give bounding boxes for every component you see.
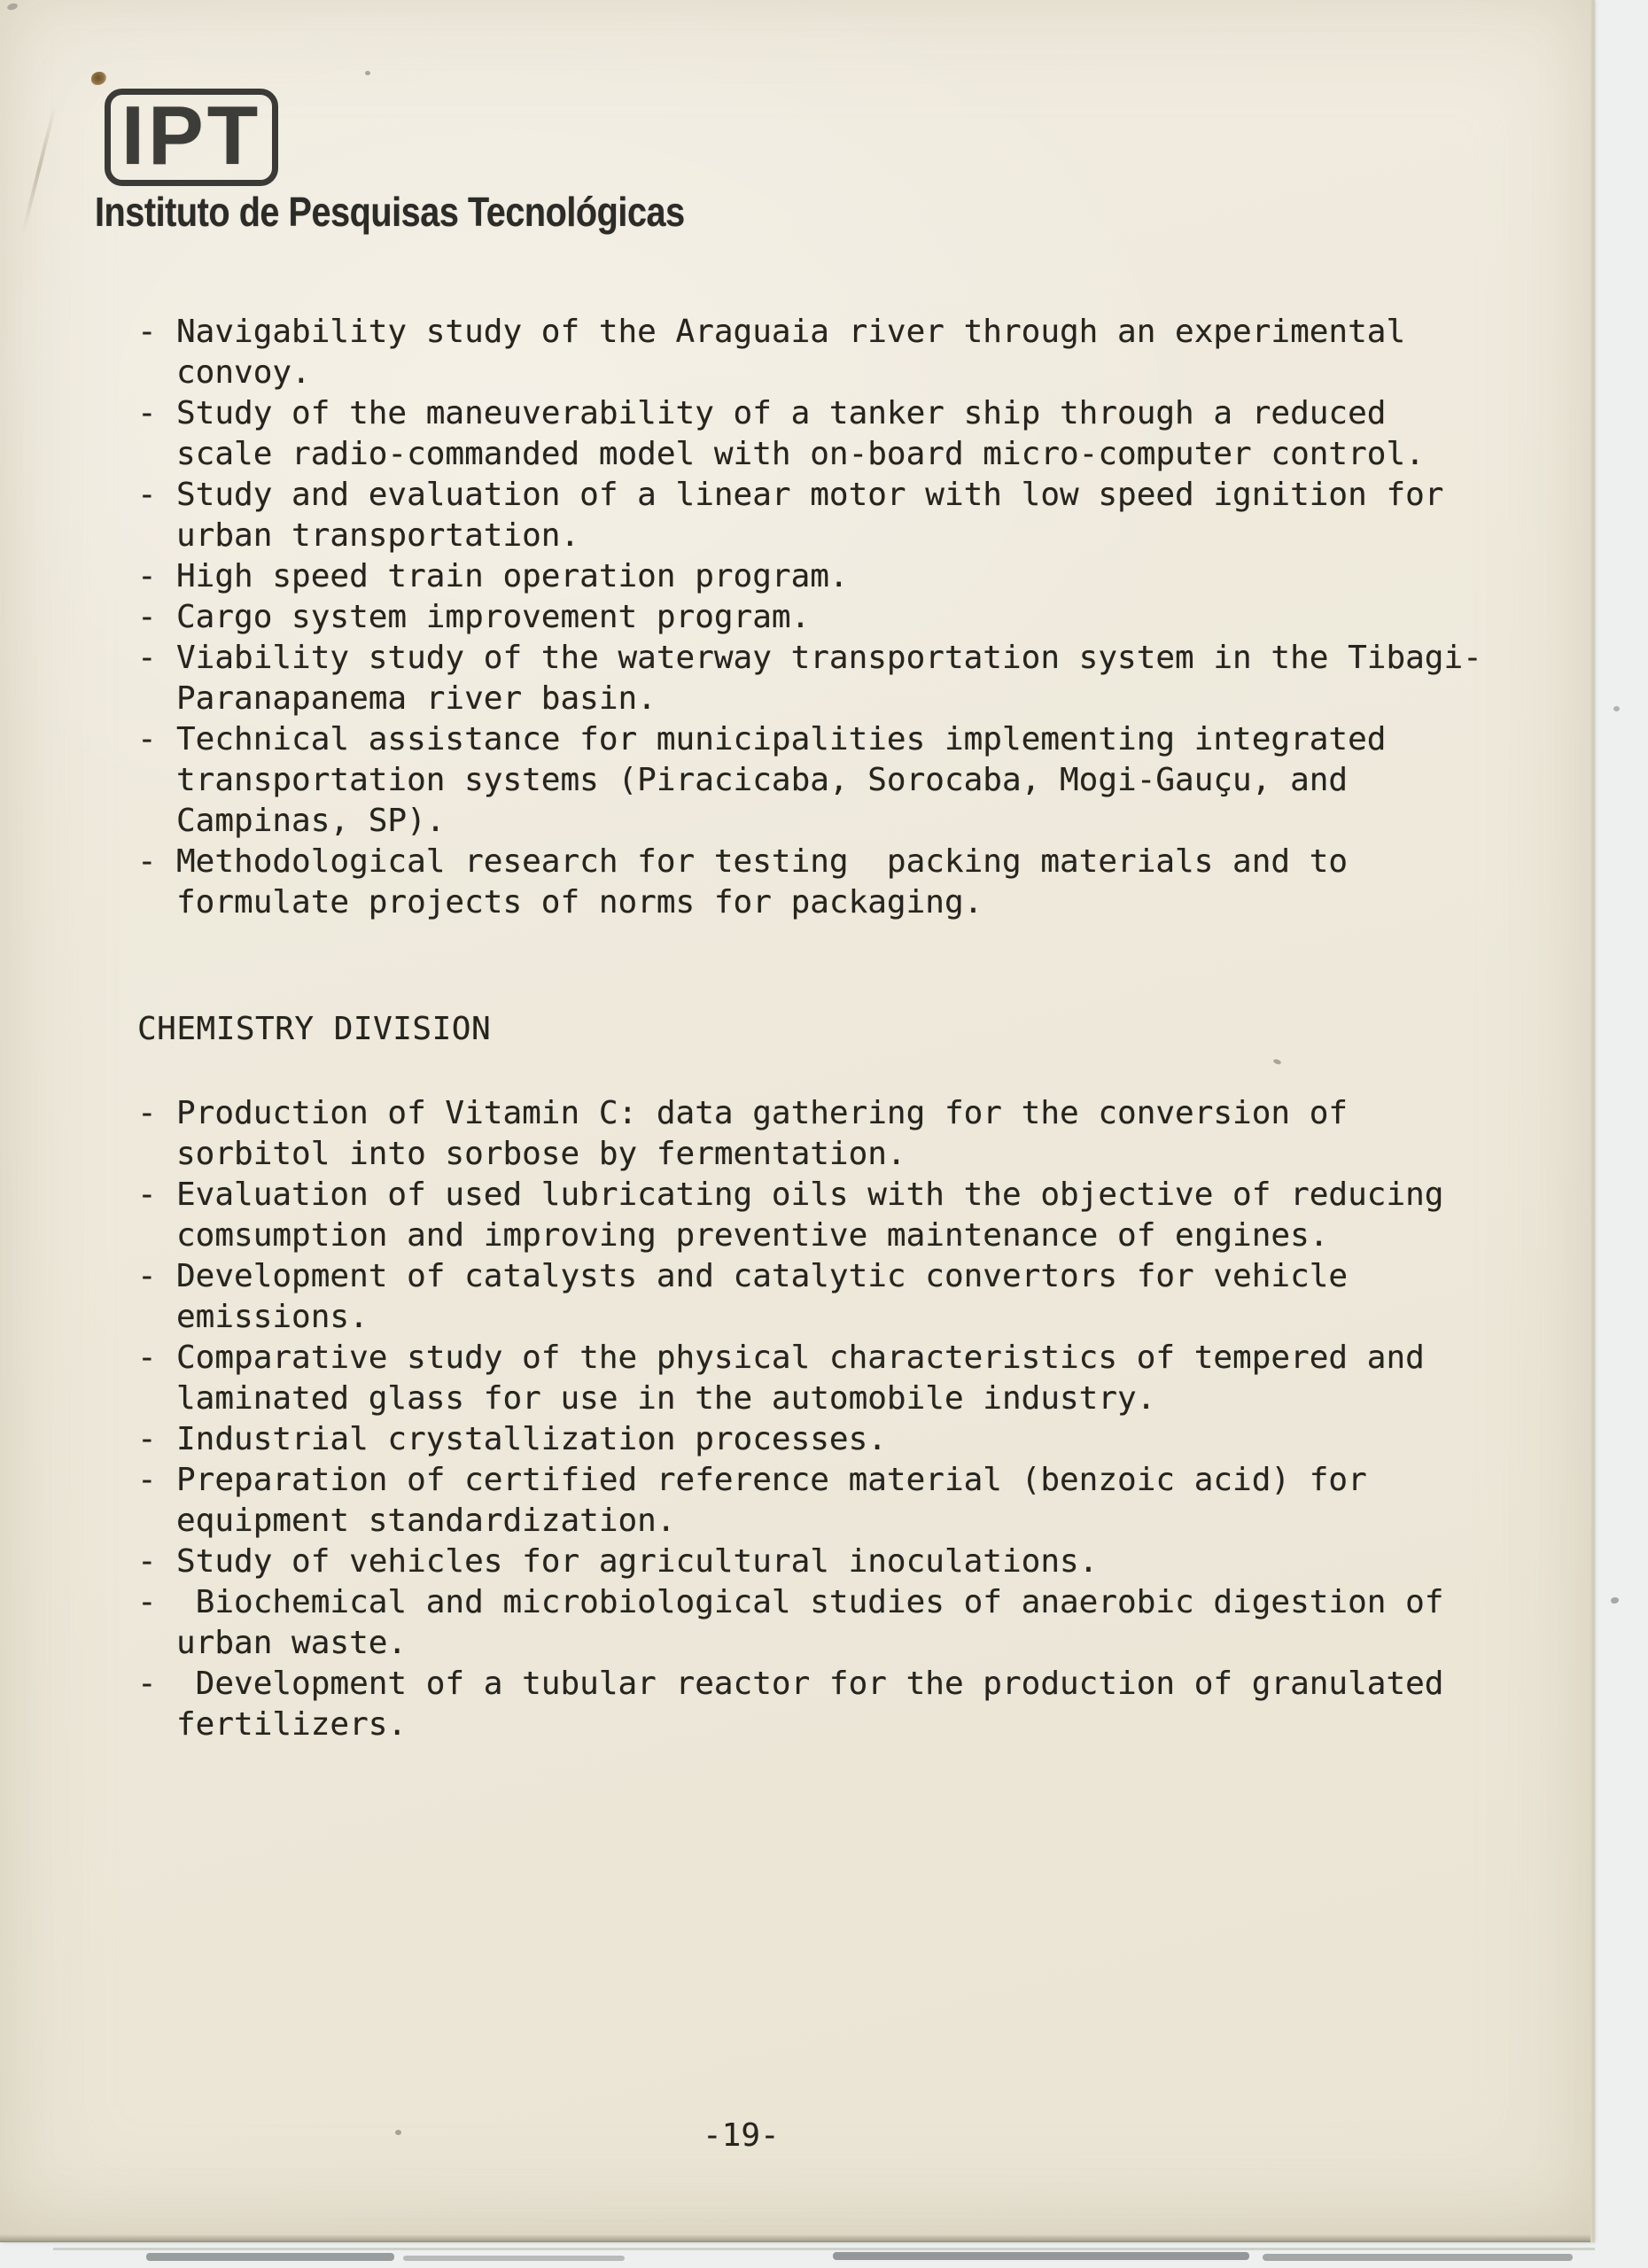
- bullet-dash: -: [137, 1543, 157, 1580]
- page-edge-fragment: [833, 2252, 1249, 2260]
- text-line: emissions.: [176, 1299, 369, 1335]
- document-body: [137, 312, 1502, 1745]
- page-edge-fragment: [403, 2256, 625, 2261]
- list-item-text: [176, 1338, 1502, 1419]
- text-line: High speed train operation program.: [176, 558, 849, 594]
- bullet-dash: -: [137, 1421, 157, 1457]
- bullet-dash: -: [137, 1340, 157, 1376]
- list-item: [137, 312, 1502, 393]
- paper-speck: [395, 2130, 401, 2135]
- text-line: Technical assistance for municipalities implementing integrated: [176, 721, 1387, 757]
- list-item: [137, 1664, 1502, 1745]
- bullet-dash: -: [137, 395, 157, 431]
- list-item: [137, 1175, 1502, 1256]
- text-line: equipment standardization.: [176, 1503, 676, 1539]
- list-item: [137, 1542, 1502, 1582]
- list-item: [137, 597, 1502, 638]
- bullet-dash: -: [137, 1584, 157, 1620]
- list-item: [137, 1419, 1502, 1460]
- bullet-dash: -: [137, 477, 157, 513]
- text-line: urban transportation.: [176, 517, 580, 554]
- scanner-speck: [1613, 706, 1620, 711]
- page-number: -19-: [703, 2117, 780, 2154]
- paper-speck: [365, 71, 370, 75]
- text-line: fertilizers.: [176, 1706, 408, 1743]
- list-item-text: [176, 393, 1502, 475]
- text-line: transportation systems (Piracicaba, Sorocaba, Mogi-Gauçu, and: [176, 762, 1349, 798]
- bullet-dash: -: [137, 1258, 157, 1294]
- text-line: Navigability study of the Araguaia river through an experimental: [176, 314, 1406, 350]
- list-item: [137, 842, 1502, 923]
- list-item: [137, 719, 1502, 842]
- text-line: Cargo system improvement program.: [176, 599, 811, 635]
- text-line: scale radio-commanded model with on-board micro-computer control.: [176, 436, 1425, 472]
- bullet-dash: -: [137, 640, 157, 676]
- list-item: [137, 1338, 1502, 1419]
- list-item-text: [176, 1093, 1502, 1175]
- text-line: Comparative study of the physical characteristics of tempered and: [176, 1340, 1425, 1376]
- paper-crease: [21, 105, 57, 235]
- text-line: Production of Vitamin C: data gathering for the conversion of: [176, 1095, 1349, 1131]
- list-item-text: [176, 1664, 1502, 1745]
- bullet-dash: -: [137, 1177, 157, 1213]
- bullet-dash: -: [137, 558, 157, 594]
- bullet-dash: -: [137, 599, 157, 635]
- paper-stain: [91, 72, 106, 85]
- text-line: Paranapanema river basin.: [176, 680, 657, 717]
- list-item-text: [176, 638, 1502, 719]
- ipt-logo-text: IPT: [120, 89, 262, 182]
- list-item-text: [176, 719, 1502, 842]
- text-line: Industrial crystallization processes.: [176, 1421, 887, 1457]
- text-line: Biochemical and microbiological studies of anaerobic digestion of: [176, 1584, 1444, 1620]
- list-item-text: [176, 842, 1502, 923]
- list-item: [137, 1460, 1502, 1542]
- text-line: Development of a tubular reactor for the production of granulated: [176, 1666, 1444, 1702]
- bullet-dash: -: [137, 1666, 157, 1702]
- text-line: Study and evaluation of a linear motor with low speed ignition for: [176, 477, 1444, 513]
- bullet-dash: -: [137, 1095, 157, 1131]
- bullet-dash: -: [137, 1462, 157, 1498]
- list-item: [137, 638, 1502, 719]
- section-transportation-items: [137, 312, 1502, 923]
- text-line: Study of vehicles for agricultural inoculations.: [176, 1543, 1099, 1580]
- list-item-text: [176, 1419, 1502, 1460]
- text-line: Campinas, SP).: [176, 803, 446, 839]
- text-line: convoy.: [176, 354, 311, 391]
- text-line: Development of catalysts and catalytic convertors for vehicle: [176, 1258, 1349, 1294]
- text-line: urban waste.: [176, 1625, 408, 1661]
- list-item: [137, 1093, 1502, 1175]
- bullet-dash: -: [137, 314, 157, 350]
- paper-speck: [6, 3, 18, 12]
- text-line: Evaluation of used lubricating oils with the objective of reducing: [176, 1177, 1444, 1213]
- list-item-text: [176, 312, 1502, 393]
- text-line: sorbitol into sorbose by fermentation.: [176, 1136, 906, 1172]
- ipt-logo: [105, 89, 278, 186]
- chemistry-division-heading: CHEMISTRY DIVISION: [137, 1011, 492, 1047]
- list-item-text: [176, 1460, 1502, 1542]
- text-line: Viability study of the waterway transportation system in the Tibagi-: [176, 640, 1482, 676]
- list-item-text: [176, 1175, 1502, 1256]
- list-item-text: [176, 556, 1502, 597]
- text-line: comsumption and improving preventive maintenance of engines.: [176, 1217, 1329, 1254]
- list-item: [137, 393, 1502, 475]
- paper-right-edge: [1590, 0, 1596, 2242]
- text-line: Study of the maneuverability of a tanker ship through a reduced: [176, 395, 1387, 431]
- list-item: [137, 1256, 1502, 1338]
- text-line: laminated glass for use in the automobile industry.: [176, 1380, 1156, 1417]
- list-item: [137, 475, 1502, 556]
- bullet-dash: -: [137, 843, 157, 880]
- list-item-text: [176, 475, 1502, 556]
- text-line: formulate projects of norms for packaging.: [176, 884, 983, 920]
- bullet-dash: -: [137, 721, 157, 757]
- page-edge-fragment: [146, 2253, 394, 2261]
- page-edge-fragment: [1263, 2254, 1573, 2261]
- list-item-text: [176, 1542, 1502, 1582]
- text-line: Methodological research for testing packing materials and to: [176, 843, 1349, 880]
- list-item: [137, 556, 1502, 597]
- list-item-text: [176, 1582, 1502, 1664]
- scanner-speck: [1611, 1597, 1619, 1604]
- list-item-text: [176, 1256, 1502, 1338]
- scanner-bed-line: [53, 2248, 1595, 2250]
- list-item-text: [176, 597, 1502, 638]
- section-chemistry-items: [137, 1093, 1502, 1745]
- organization-name: Instituto de Pesquisas Tecnológicas: [95, 189, 685, 235]
- list-item: [137, 1582, 1502, 1664]
- text-line: Preparation of certified reference material (benzoic acid) for: [176, 1462, 1367, 1498]
